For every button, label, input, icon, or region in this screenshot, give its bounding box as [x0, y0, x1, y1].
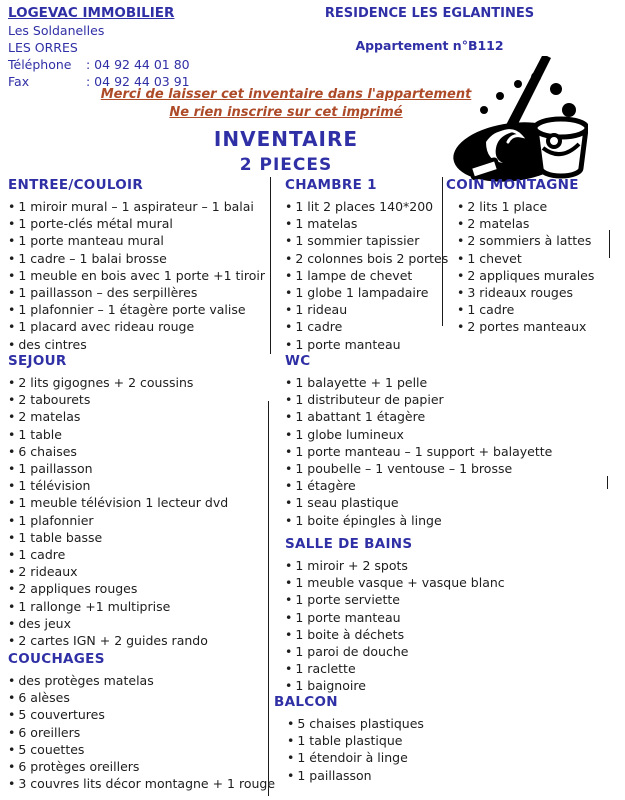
inventory-item: • 1 étagère — [285, 477, 552, 494]
inventory-item: • 5 couvertures — [8, 706, 275, 723]
inventory-item: • 1 miroir mural – 1 aspirateur – 1 balai — [8, 198, 265, 215]
inventory-item: • 1 cadre – 1 balai brosse — [8, 250, 265, 267]
inventory-item: • 2 matelas — [8, 408, 228, 425]
section-salle-de-bains — [285, 536, 505, 695]
inventory-item: • 1 placard avec rideau rouge — [8, 318, 265, 335]
inventory-item: • 1 paroi de douche — [285, 643, 505, 660]
inventory-item: • 1 poubelle – 1 ventouse – 1 brosse — [285, 460, 552, 477]
inventory-item: • 1 miroir + 2 spots — [285, 557, 505, 574]
inventory-item: • 2 colonnes bois 2 portes — [285, 250, 448, 267]
inventory-item: • des jeux — [8, 615, 228, 632]
inventory-item: • 2 appliques rouges — [8, 580, 228, 597]
inventory-item: • 1 paillasson – des serpillères — [8, 284, 265, 301]
divider-tick — [609, 230, 610, 258]
page-title: INVENTAIRE — [213, 127, 359, 151]
inventory-item: • 1 meuble vasque + vasque blanc — [285, 574, 505, 591]
inventory-item: • 1 boite épingles à linge — [285, 512, 552, 529]
residence-name: RESIDENCE LES EGLANTINES — [324, 6, 535, 21]
inventory-item: • 5 couettes — [8, 741, 275, 758]
section-item-list — [446, 198, 594, 336]
section-item-list — [285, 557, 505, 695]
inventory-item: • 1 porte-clés métal mural — [8, 215, 265, 232]
inventory-item: • 2 sommiers à lattes — [457, 232, 594, 249]
inventory-item: • 1 rallonge +1 multiprise — [8, 598, 228, 615]
inventory-item: • 1 seau plastique — [285, 494, 552, 511]
inventory-item: • 2 tabourets — [8, 391, 228, 408]
agency-address-line1: Les Soldanelles — [8, 23, 105, 38]
section-title: COIN MONTAGNE — [446, 177, 579, 193]
phone-number: : 04 92 44 01 80 — [86, 57, 190, 72]
section-couchages — [8, 651, 275, 792]
inventory-item: • 1 lampe de chevet — [285, 267, 448, 284]
inventory-item: • 1 raclette — [285, 660, 505, 677]
inventory-item: • 1 plafonnier — [8, 512, 228, 529]
inventory-item: • 1 globe 1 lampadaire — [285, 284, 448, 301]
inventory-item: • 2 appliques murales — [457, 267, 594, 284]
inventory-item: • 5 chaises plastiques — [287, 715, 424, 732]
inventory-item: • 1 cadre — [457, 301, 594, 318]
section-title: ENTREE/COULOIR — [8, 177, 144, 193]
inventory-item: • 2 cartes IGN + 2 guides rando — [8, 632, 228, 649]
section-title: SEJOUR — [8, 353, 67, 369]
inventory-item: • 1 lit 2 places 140*200 — [285, 198, 448, 215]
agency-block — [8, 5, 190, 90]
inventory-item: • 1 baignoire — [285, 677, 505, 694]
inventory-item: • 3 rideaux rouges — [457, 284, 594, 301]
inventory-item: • 1 plafonnier – 1 étagère porte valise — [8, 301, 265, 318]
inventory-item: • 3 couvres lits décor montagne + 1 rouge — [8, 775, 275, 792]
page-subtitle: 2 PIECES — [239, 155, 333, 175]
section-coin-montagne — [446, 177, 594, 336]
phone-label: Téléphone — [8, 57, 72, 72]
inventory-item: • 1 sommier tapissier — [285, 232, 448, 249]
inventory-item: • 1 balayette + 1 pelle — [285, 374, 552, 391]
section-item-list — [274, 715, 424, 784]
section-item-list — [8, 198, 265, 353]
inventory-item: • 1 chevet — [457, 250, 594, 267]
section-title: SALLE DE BAINS — [285, 536, 413, 552]
section-title: COUCHAGES — [8, 651, 105, 667]
inventory-item: • 1 rideau — [285, 301, 448, 318]
inventory-item: • 1 porte manteau — [285, 336, 448, 353]
agency-name: LOGEVAC IMMOBILIER — [8, 5, 175, 21]
section-title: BALCON — [274, 694, 338, 710]
section-item-list — [8, 374, 228, 649]
fax-number: : 04 92 44 03 91 — [86, 74, 190, 89]
agency-address-line2: LES ORRES — [8, 40, 78, 55]
inventory-item: • 1 étendoir à linge — [287, 749, 424, 766]
section-chambre-1 — [285, 177, 448, 353]
inventory-item: • 1 porte manteau — [285, 609, 505, 626]
inventory-item: • 2 matelas — [457, 215, 594, 232]
section-title: CHAMBRE 1 — [285, 177, 377, 193]
inventory-item: • 1 table plastique — [287, 732, 424, 749]
inventory-item: • des protèges matelas — [8, 672, 275, 689]
inventory-item: • 1 paillasson — [8, 460, 228, 477]
inventory-item: • 1 télévision — [8, 477, 228, 494]
inventory-item: • 1 table — [8, 426, 228, 443]
inventory-item: • 2 lits 1 place — [457, 198, 594, 215]
inventory-item: • 2 portes manteaux — [457, 318, 594, 335]
inventory-item: • 1 meuble en bois avec 1 porte +1 tiroir — [8, 267, 265, 284]
section-item-list — [285, 198, 448, 353]
inventory-item: • des cintres — [8, 336, 265, 353]
inventory-item: • 6 oreillers — [8, 724, 275, 741]
section-title: WC — [285, 353, 311, 369]
inventory-item: • 2 lits gigognes + 2 coussins — [8, 374, 228, 391]
cleaning-bucket-brush-icon — [448, 56, 588, 193]
inventory-item: • 2 rideaux — [8, 563, 228, 580]
section-balcon — [274, 694, 424, 784]
inventory-item: • 1 table basse — [8, 529, 228, 546]
column-divider — [270, 177, 271, 354]
section-item-list — [285, 374, 552, 529]
notice-line-2: Ne rien inscrire sur cet imprimé — [169, 105, 403, 120]
inventory-item: • 1 boite à déchets — [285, 626, 505, 643]
inventory-item: • 6 alèses — [8, 689, 275, 706]
divider-tick — [607, 476, 608, 489]
inventory-item: • 1 paillasson — [287, 767, 424, 784]
inventory-item: • 1 cadre — [8, 546, 228, 563]
inventory-item: • 1 globe lumineux — [285, 426, 552, 443]
section-entree-couloir — [8, 177, 265, 353]
fax-label: Fax — [8, 74, 30, 89]
inventory-item: • 1 matelas — [285, 215, 448, 232]
inventory-item: • 1 abattant 1 étagère — [285, 408, 552, 425]
inventory-item: • 1 porte manteau mural — [8, 232, 265, 249]
inventory-item: • 1 porte serviette — [285, 591, 505, 608]
section-sejour — [8, 353, 228, 649]
section-wc — [285, 353, 552, 529]
inventory-item: • 1 distributeur de papier — [285, 391, 552, 408]
inventory-item: • 1 meuble télévision 1 lecteur dvd — [8, 494, 228, 511]
agency-phone-row — [8, 56, 190, 73]
inventory-item: • 6 protèges oreillers — [8, 758, 275, 775]
apartment-number: Appartement n°B112 — [355, 38, 504, 53]
inventory-item: • 1 porte manteau – 1 support + balayette — [285, 443, 552, 460]
section-item-list — [8, 672, 275, 792]
inventory-item: • 1 cadre — [285, 318, 448, 335]
inventory-item: • 6 chaises — [8, 443, 228, 460]
notice-line-1: Merci de laisser cet inventaire dans l'appartement — [100, 87, 472, 102]
